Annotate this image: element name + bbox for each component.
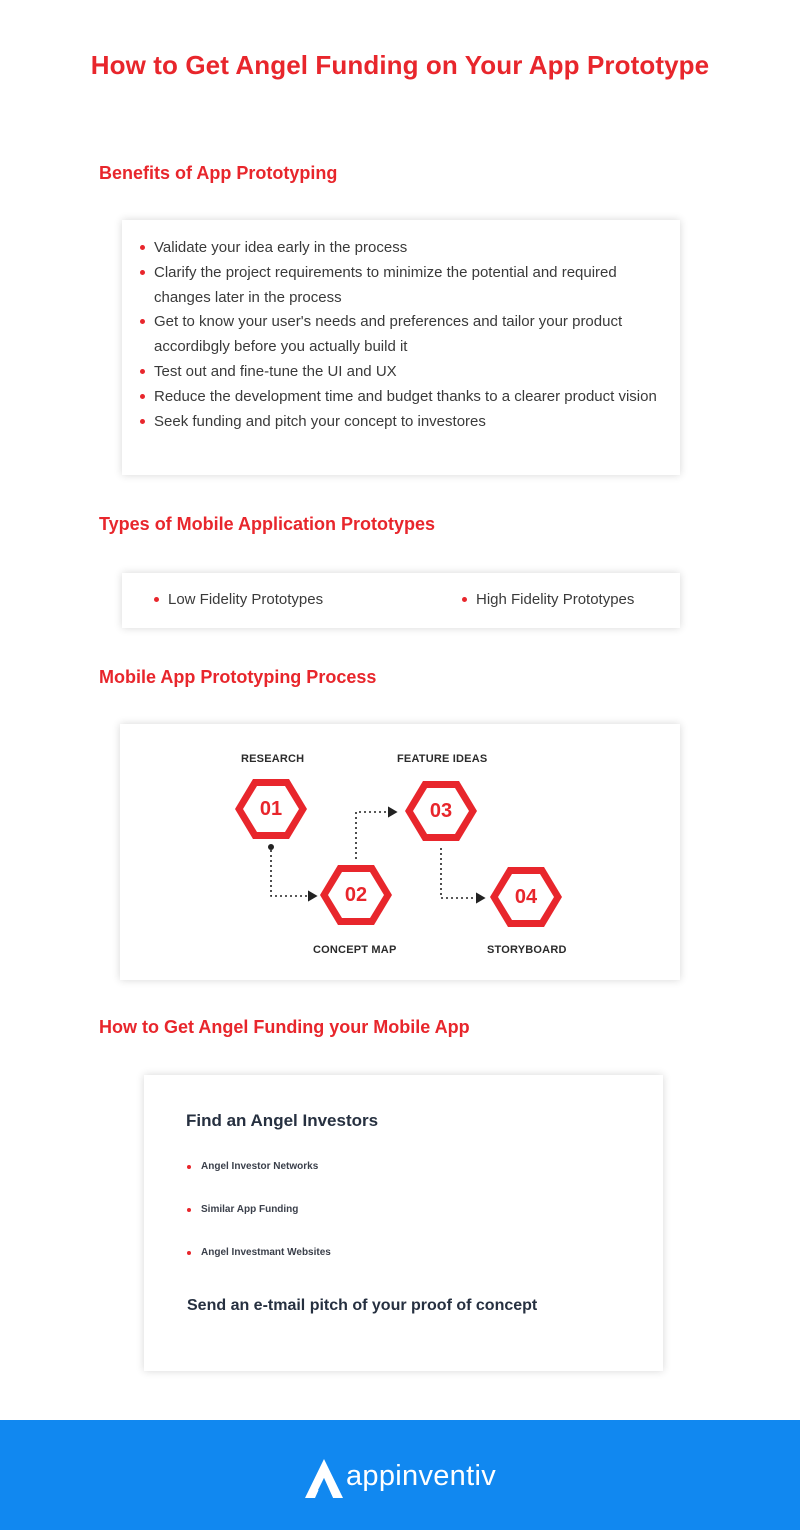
step-number-04: 04 bbox=[514, 886, 538, 908]
step-label-feature-ideas: FEATURE IDEAS bbox=[397, 753, 488, 765]
funding-list-item bbox=[187, 1247, 331, 1258]
benefits-card bbox=[122, 220, 680, 475]
funding-card-heading: Find an Angel Investors bbox=[186, 1111, 379, 1130]
step-label-concept-map: CONCEPT MAP bbox=[313, 944, 397, 956]
list-item bbox=[140, 310, 670, 360]
funding-heading: How to Get Angel Funding your Mobile App bbox=[99, 1017, 470, 1037]
benefit-text: Seek funding and pitch your concept to investores bbox=[154, 412, 486, 430]
bullet-dot-icon bbox=[187, 1165, 191, 1169]
list-item bbox=[140, 261, 670, 311]
type-text: High Fidelity Prototypes bbox=[476, 591, 635, 608]
benefits-heading: Benefits of App Prototyping bbox=[99, 163, 338, 183]
brand-name[interactable]: appinventiv bbox=[346, 1460, 497, 1492]
funding-list-item bbox=[187, 1204, 298, 1215]
bullet-dot-icon bbox=[140, 369, 145, 374]
appinventiv-a-logo-icon bbox=[303, 1456, 345, 1502]
benefit-text: Reduce the development time and budget thanks to a clearer product vision bbox=[154, 387, 657, 405]
bullet-dot-icon bbox=[140, 419, 145, 424]
bullet-dot-icon bbox=[462, 597, 467, 602]
bullet-dot-icon bbox=[140, 245, 145, 250]
connector-03-04 bbox=[441, 848, 484, 898]
footer bbox=[0, 1420, 800, 1530]
step-label-research: RESEARCH bbox=[241, 753, 305, 765]
type-item-high-fidelity bbox=[462, 591, 634, 608]
benefits-list bbox=[140, 236, 670, 434]
list-item bbox=[140, 236, 670, 261]
types-heading: Types of Mobile Application Prototypes bbox=[99, 514, 436, 534]
bullet-dot-icon bbox=[140, 394, 145, 399]
page-title: How to Get Angel Funding on Your App Prototype bbox=[90, 50, 710, 80]
connector-02-03 bbox=[356, 812, 396, 859]
types-card bbox=[122, 573, 680, 628]
funding-card bbox=[144, 1075, 663, 1371]
bullet-dot-icon bbox=[140, 270, 145, 275]
funding-list-item bbox=[187, 1161, 318, 1172]
benefit-text: Get to know your user's needs and preferences and tailor your product accordibgly before you actually build it bbox=[154, 313, 623, 356]
type-text: Low Fidelity Prototypes bbox=[168, 591, 324, 608]
benefit-text: Test out and fine-tune the UI and UX bbox=[154, 362, 397, 380]
benefit-text: Validate your idea early in the process bbox=[154, 239, 408, 256]
bullet-dot-icon bbox=[187, 1251, 191, 1255]
funding-pitch-text: Send an e-tmail pitch of your proof of concept bbox=[187, 1297, 538, 1314]
funding-item-text: Similar App Funding bbox=[201, 1204, 299, 1215]
connector-01-02 bbox=[271, 850, 316, 896]
process-diagram bbox=[120, 724, 680, 980]
type-item-low-fidelity bbox=[154, 591, 323, 608]
funding-item-text: Angel Investmant Websites bbox=[201, 1247, 331, 1258]
step-label-storyboard: STORYBOARD bbox=[487, 944, 567, 956]
list-item bbox=[140, 385, 670, 410]
list-item bbox=[140, 410, 670, 435]
process-heading: Mobile App Prototyping Process bbox=[99, 667, 377, 687]
benefit-text: Clarify the project requirements to minimize the potential and required changes later in the process bbox=[154, 263, 617, 306]
bullet-dot-icon bbox=[140, 319, 145, 324]
list-item bbox=[140, 360, 670, 385]
connector-start-dot bbox=[268, 844, 274, 850]
step-number-02: 02 bbox=[344, 884, 368, 906]
bullet-dot-icon bbox=[187, 1208, 191, 1212]
bullet-dot-icon bbox=[154, 597, 159, 602]
step-number-03: 03 bbox=[429, 800, 453, 822]
funding-item-text: Angel Investor Networks bbox=[201, 1161, 319, 1172]
step-number-01: 01 bbox=[259, 798, 283, 820]
